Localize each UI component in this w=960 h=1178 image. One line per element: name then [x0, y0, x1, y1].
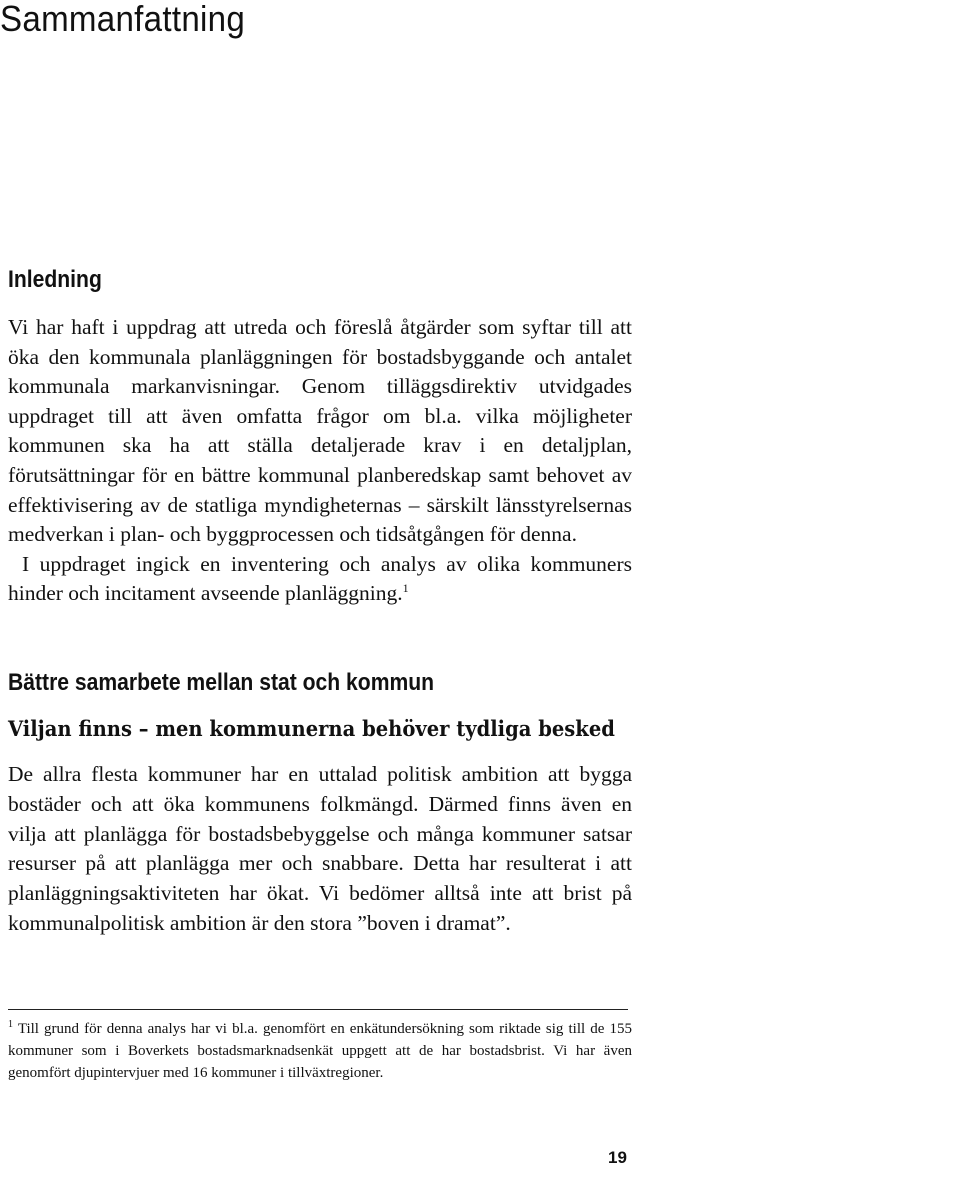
footnote-divider: [8, 1009, 628, 1010]
section-heading-inledning: Inledning: [8, 266, 102, 293]
cooperation-body: [8, 760, 632, 939]
intro-paragraph-2: [8, 550, 632, 609]
footnote-text: Till grund för denna analys har vi bl.a. genomfört en enkätundersökning som riktade sig till de 155 kommuner som i Boverkets bostadsmarknadsenkät uppgett att de har bostadsbrist. Vi har även genomfört djupintervjuer med 16 kommuner i tillväxtregioner.: [8, 1021, 632, 1081]
intro-paragraph-2-text: I uppdraget ingick en inventering och analys av olika kommuners hinder och incitament avseende planläggning.: [8, 551, 632, 606]
intro-paragraph-1: Vi har haft i uppdrag att utreda och föreslå åtgärder som syftar till att öka den kommunala planläggningen för bostadsbyggande och antalet kommunala markanvisningar. Genom tilläggsdirektiv utvidgades uppdraget till att även omfatta frågor om bl.a. vilka möjligheter kommunen ska ha att ställa detaljerade krav i en detaljplan, förutsättningar för en bättre kommunal planberedskap samt behovet av effektivisering av de statliga myndigheternas – särskilt länsstyrelsernas medverkan i plan- och byggprocessen och tidsåtgången för denna.: [8, 315, 632, 547]
footnote: [8, 1018, 632, 1084]
section-heading-samarbete: Bättre samarbete mellan stat och kommun: [8, 669, 435, 696]
page-number: 19: [608, 1148, 627, 1167]
cooperation-paragraph-1: De allra flesta kommuner har en uttalad politisk ambition att bygga bostäder och att öka kommunens folkmängd. Därmed finns även en vilja att planlägga för bostadsbebyggelse och många kommuner satsar resurser på att planlägga mer och snabbare. Detta har resulterat i att planläggningsaktiviteten har ökat. Vi bedömer alltså inte att brist på kommunalpolitisk ambition är den stora ”boven i dramat”.: [8, 762, 632, 935]
page-title: Sammanfattning: [0, 0, 246, 39]
subheading-viljan: Viljan finns – men kommunerna behöver tydliga besked: [8, 716, 615, 741]
footnote-number: 1: [8, 1019, 13, 1030]
intro-body: [8, 313, 632, 609]
footnote-reference: 1: [402, 581, 409, 596]
